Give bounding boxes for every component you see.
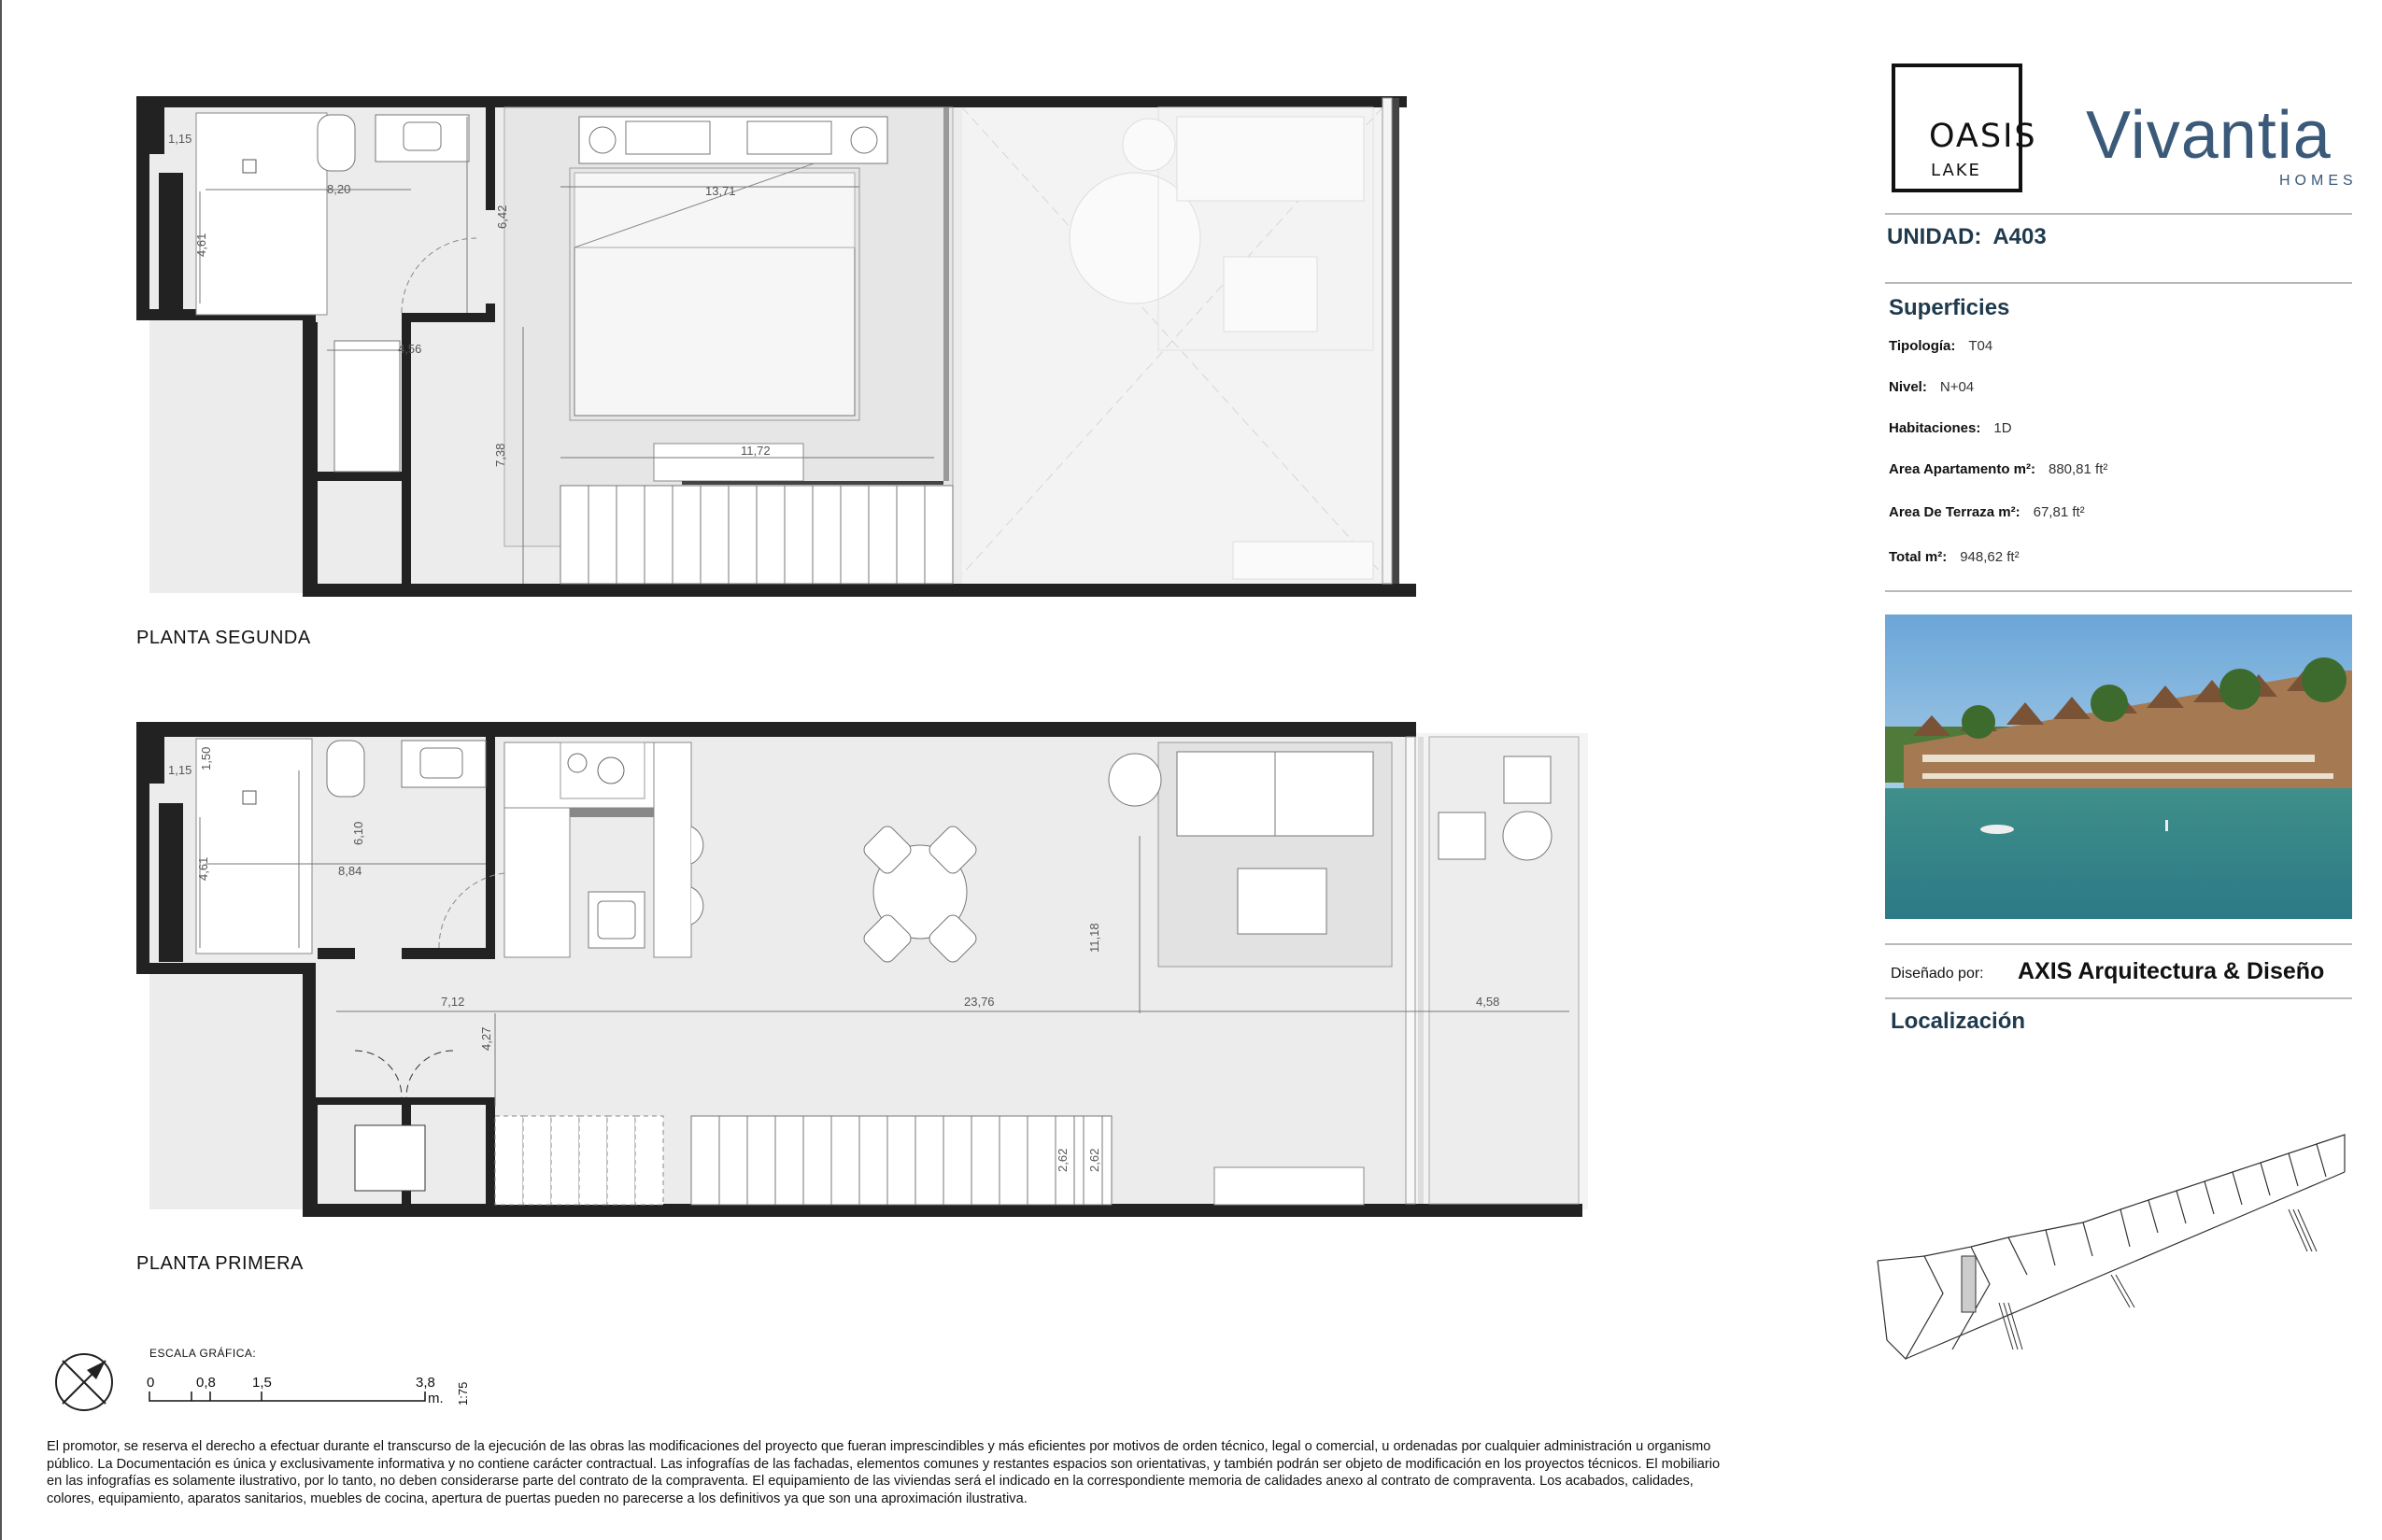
dim-upper-2: 8,20 (327, 182, 351, 196)
dim-upper-7: 11,72 (741, 444, 771, 458)
page-border-left (0, 0, 2, 1540)
unit-label: UNIDAD: (1887, 224, 1982, 249)
upper-plan-label: PLANTA SEGUNDA (136, 628, 311, 648)
spec-label: Total m²: (1889, 549, 1948, 565)
unit-line (1887, 224, 2047, 250)
dim-lower-4: 8,84 (338, 864, 362, 878)
dim-lower-0: 1,15 (168, 763, 192, 777)
spec-label: Area De Terraza m²: (1889, 504, 2020, 520)
graphic-scale (145, 1363, 490, 1420)
spec-label: Nivel: (1889, 379, 1927, 395)
building-rendering-image (1885, 615, 2352, 919)
dim-upper-6: 7,38 (493, 443, 507, 467)
spec-row (1889, 338, 1992, 354)
divider (1885, 213, 2352, 215)
location-title: Localización (1891, 1009, 2026, 1034)
dim-lower-5: 7,12 (441, 995, 465, 1009)
spec-row (1889, 549, 2020, 565)
lower-plan-label: PLANTA PRIMERA (136, 1253, 304, 1274)
dim-lower-6: 4,27 (479, 1026, 493, 1051)
scale-ratio: 1:75 (456, 1381, 470, 1406)
dim-upper-5: 4,56 (398, 342, 422, 356)
spec-label: Habitaciones: (1889, 420, 1981, 436)
oasis-lake-logo (1892, 64, 2037, 192)
dim-lower-2: 4,61 (196, 856, 210, 881)
location-site-plan (1868, 1116, 2354, 1387)
dim-lower-1: 1,50 (199, 746, 213, 770)
scale-tick-1: 0,8 (196, 1375, 216, 1391)
homes-logo: HOMES (2279, 173, 2358, 189)
oasis-logo-line2: LAKE (1931, 161, 1981, 180)
divider (1885, 997, 2352, 999)
designer-label: Diseñado por: (1891, 966, 1984, 982)
scale-tick-3: 3,8 (416, 1375, 435, 1391)
spec-value: 1D (1993, 420, 2012, 436)
scale-tick-0: 0 (147, 1375, 155, 1391)
divider (1885, 590, 2352, 592)
legal-disclaimer: El promotor, se reserva el derecho a efectuar durante el transcurso de la ejecución de las obras las modificaciones del proyecto que fueran imprescindibles y más eficientes por motivos de orden técnico, legal o comercial, u ordenadas por cualquier administración u organismo público. La Documentación es única y exclusivamente informativa y no contiene carácter contractual. Las infografías de las fachadas, elementos comunes y restantes espacios son orientativas, y también podrán ser objeto de modificación en los proyectos técnicos. El mobiliario en las infografías es solamente ilustrativo, por lo tanto, no deben considerarse parte del contrato de la compraventa. El equipamiento de las viviendas será el indicado en la correspondiente memoria de calidades anexo al contrato de compraventa. Los acabados, calidades, colores, equipamiento, aparatos sanitarios, muebles de cocina, apertura de puertas pueden no parecerse a los definitivos ya que son una aproximación ilustrativa. (47, 1439, 1721, 1506)
unit-value: A403 (1992, 224, 2047, 249)
spec-value: 948,62 ft² (1960, 549, 2020, 565)
upper-floor-plan (131, 89, 1439, 612)
dim-lower-8: 11,18 (1087, 923, 1101, 953)
dim-lower-7: 23,76 (964, 995, 995, 1009)
dim-lower-11: 2,62 (1087, 1148, 1101, 1172)
dim-upper-3: 6,42 (495, 205, 509, 229)
spec-value: T04 (1968, 338, 1993, 354)
spec-label: Tipología: (1889, 338, 1956, 354)
spec-row (1889, 420, 2012, 436)
designer-value: AXIS Arquitectura & Diseño (2018, 958, 2325, 984)
scale-title: ESCALA GRÁFICA: (149, 1347, 257, 1360)
divider (1885, 943, 2352, 945)
dim-upper-4: 13,71 (705, 184, 736, 198)
lower-floor-plan (131, 714, 1588, 1237)
divider (1885, 282, 2352, 284)
dim-upper-1: 4,61 (194, 233, 208, 257)
scale-unit: m. (428, 1391, 444, 1406)
superficies-title: Superficies (1889, 295, 2010, 320)
spec-row (1889, 461, 2107, 477)
dim-lower-3: 6,10 (351, 821, 365, 845)
spec-value: N+04 (1939, 379, 1975, 395)
spec-row (1889, 504, 2085, 520)
spec-value: 67,81 ft² (2033, 504, 2085, 520)
dim-lower-9: 4,58 (1476, 995, 1500, 1009)
spec-label: Area Apartamento m²: (1889, 461, 2035, 477)
vivantia-logo: Vivantia (2086, 98, 2332, 173)
spec-value: 880,81 ft² (2048, 461, 2108, 477)
spec-row (1889, 379, 1974, 395)
scale-tick-2: 1,5 (252, 1375, 272, 1391)
dim-lower-10: 2,62 (1056, 1148, 1070, 1172)
oasis-logo-line1: OASIS (1929, 118, 2037, 155)
dim-upper-0: 1,15 (168, 132, 192, 146)
north-arrow-icon (51, 1349, 117, 1415)
